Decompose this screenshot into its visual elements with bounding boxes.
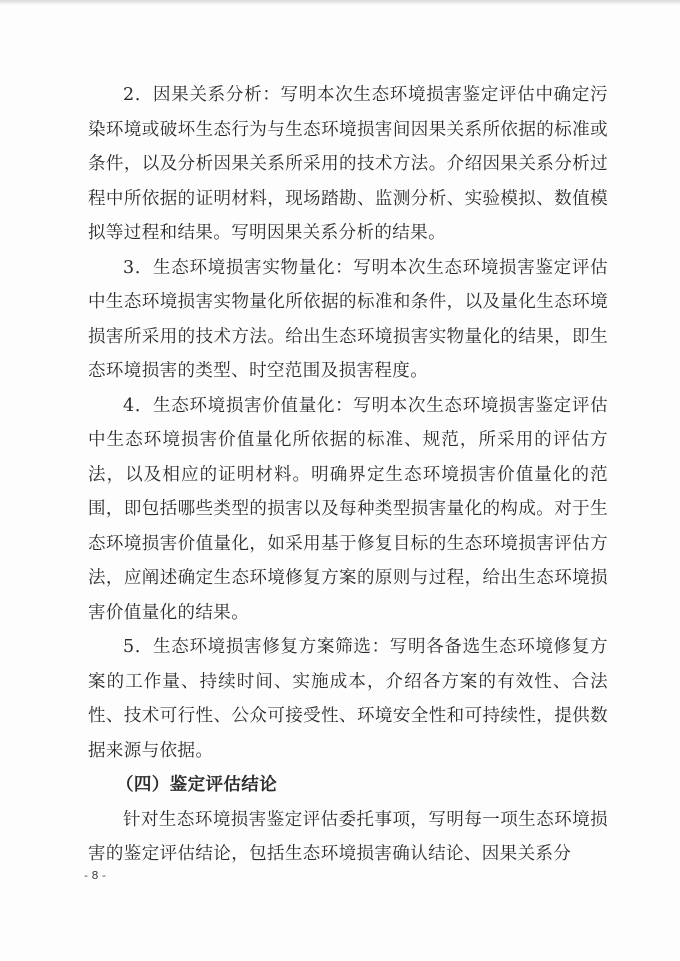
paragraph-remediation-screening: 5．生态环境损害修复方案筛选：写明各备选生态环境修复方案的工作量、持续时间、实施成本，介绍各方案的有效性、合法性、技术可行性、公众可接受性、环境安全性和可持续性，提供数据来源与依据。 (88, 637, 608, 761)
page-number: - 8 - (84, 869, 106, 882)
paragraph-conclusion: 针对生态环境损害鉴定评估委托事项，写明每一项生态环境损害的鉴定评估结论，包括生态环境损害确认结论、因果关系分 (88, 809, 608, 864)
scan-edge (0, 0, 680, 5)
paragraph-causality-analysis: 2．因果关系分析：写明本次生态环境损害鉴定评估中确定污染环境或破坏生态行为与生态环境损害间因果关系所依据的标准或条件，以及分析因果关系所采用的技术方法。介绍因果关系分析过程中所依据的证明材料，现场踏勘、监测分析、实验模拟、数值模拟等过程和结果。写明因果关系分析的结果。 (88, 85, 608, 243)
paragraph-value-quantification: 4．生态环境损害价值量化：写明本次生态环境损害鉴定评估中生态环境损害价值量化所依据的标准、规范，所采用的评估方法，以及相应的证明材料。明确界定生态环境损害价值量化的范围，即包括哪些类型的损害以及每种类型损害量化的构成。对于生态环境损害价值量化，如采用基于修复目标的生态环境损害评估方法，应阐述确定生态环境修复方案的原则与过程，给出生态环境损害价值量化的结果。 (88, 395, 608, 623)
section-heading: （四）鉴定评估结论 (116, 775, 278, 795)
document-body (88, 78, 608, 872)
paragraph-physical-quantification: 3．生态环境损害实物量化：写明本次生态环境损害鉴定评估中生态环境损害实物量化所依据的标准和条件，以及量化生态环境损害所采用的技术方法。给出生态环境损害实物量化的结果，即生态环境损害的类型、时空范围及损害程度。 (88, 257, 608, 381)
